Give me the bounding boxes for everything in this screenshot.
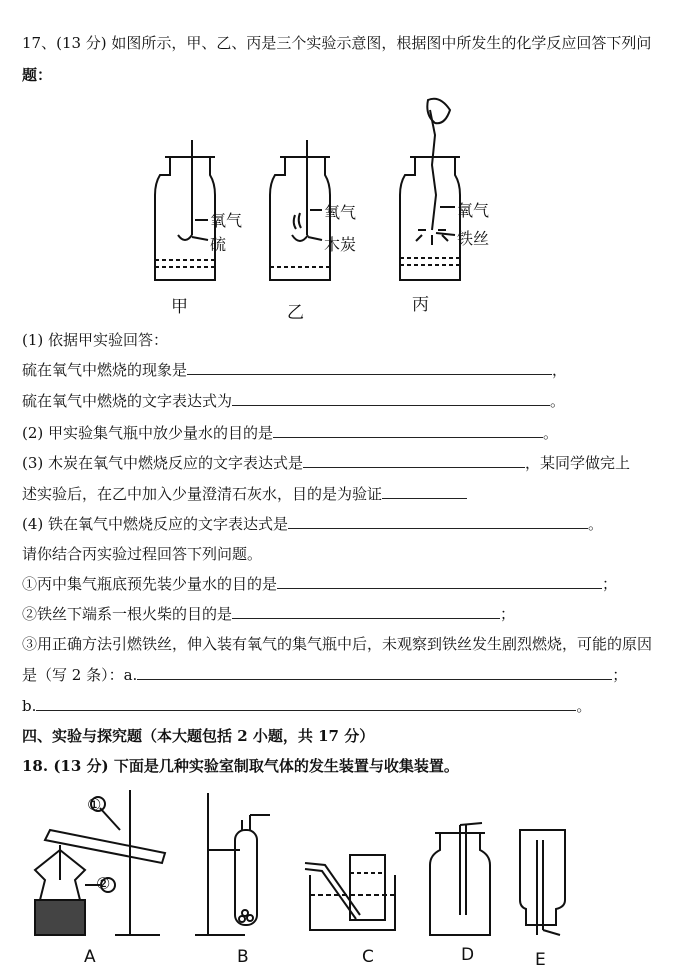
apparatus-a-mark1: ① [87,795,102,814]
q17-p4-note: 请你结合丙实验过程回答下列问题。 [22,545,263,563]
apparatus-c [305,855,395,930]
label-jia-gas: 氧气 [210,211,243,230]
q17-p4-text: (4) 铁在氧气中燃烧反应的文字表达式是 [22,515,289,533]
apparatus-d-letter: D [461,945,475,965]
section-4-heading: 四、实验与探究题（本大题包括 2 小题，共 17 分） [22,727,375,745]
q17-p3-b [22,484,467,504]
punct: ，某同学做完上 [525,454,631,472]
q17-c3-b [22,665,627,685]
caption-yi: 乙 [287,303,304,323]
apparatus-b [195,793,270,935]
bottle-yi [270,140,330,280]
q17-p3-b-text: 述实验后，在乙中加入少量澄清石灰水，目的是为验证 [22,485,383,503]
q17-intro-line2: 题： [22,66,53,84]
q17-p2-text: (2) 甲实验集气瓶中放少量水的目的是 [22,424,274,442]
apparatus-a-mark2: ② [96,874,111,893]
q17-p1-a [22,360,567,380]
q17-p3-a [22,453,630,473]
answer-blank[interactable] [232,604,500,619]
apparatus-e [520,830,565,935]
caption-jia: 甲 [171,297,188,317]
q17-c1-text: ①丙中集气瓶底预先装少量水的目的是 [22,575,278,593]
q17-p2 [22,423,558,443]
q17-c2-text: ②铁丝下端系一根火柴的目的是 [22,605,233,623]
answer-blank[interactable] [187,360,552,375]
caption-bing: 丙 [412,295,429,315]
q18-stem: 18. (13 分) 下面是几种实验室制取气体的发生装置与收集装置。 [22,757,459,775]
answer-blank[interactable] [232,391,550,406]
q18-apparatus [20,785,600,945]
answer-blank[interactable] [36,696,576,711]
apparatus-c-letter: C [362,947,374,967]
apparatus-a-letter: A [84,947,96,967]
apparatus-e-letter: E [535,950,546,970]
punct: 。 [543,424,559,442]
punct: ； [602,575,618,593]
q17-intro-line1: 17、(13 分) 如图所示，甲、乙、丙是三个实验示意图，根据图中所发生的化学反应回答下列问 [22,34,652,52]
answer-blank[interactable] [277,574,602,589]
answer-blank[interactable] [288,514,588,529]
bottle-jia [155,140,215,280]
punct: 。 [550,392,566,410]
label-yi-gas: 氧气 [324,203,357,222]
label-jia-sub: 硫 [210,235,227,254]
q17-p1-head: (1) 依据甲实验回答： [22,331,169,349]
apparatus-b-letter: B [237,947,249,967]
punct: 。 [576,697,592,715]
answer-blank[interactable] [137,665,612,680]
q17-c3-b-text: 是（写 2 条）：a. [22,666,138,684]
answer-blank[interactable] [303,453,525,468]
punct: ； [612,666,628,684]
apparatus-d [430,823,490,935]
punct: ， [552,361,568,379]
q17-c3-c-text: b. [22,697,37,715]
q17-c2 [22,604,515,624]
punct: 。 [588,515,604,533]
q17-p4 [22,514,603,534]
answer-blank[interactable] [382,484,467,499]
q17-c3-c [22,696,591,716]
label-yi-sub: 木炭 [324,235,357,254]
label-bing-gas: 氧气 [457,201,490,220]
bottle-bing [400,99,460,280]
label-bing-sub: 铁丝 [457,229,490,248]
q17-c3-a: ③用正确方法引燃铁丝，伸入装有氧气的集气瓶中后，未观察到铁丝发生剧烈燃烧，可能的原因 [22,635,653,653]
q17-p1-b [22,391,565,411]
punct: ； [500,605,516,623]
q17-p1-b-text: 硫在氧气中燃烧的文字表达式为 [22,392,233,410]
q17-c1 [22,574,617,594]
answer-blank[interactable] [273,423,543,438]
q17-p1-a-text: 硫在氧气中燃烧的现象是 [22,361,188,379]
q17-p3-a-text: (3) 木炭在氧气中燃烧反应的文字表达式是 [22,454,304,472]
